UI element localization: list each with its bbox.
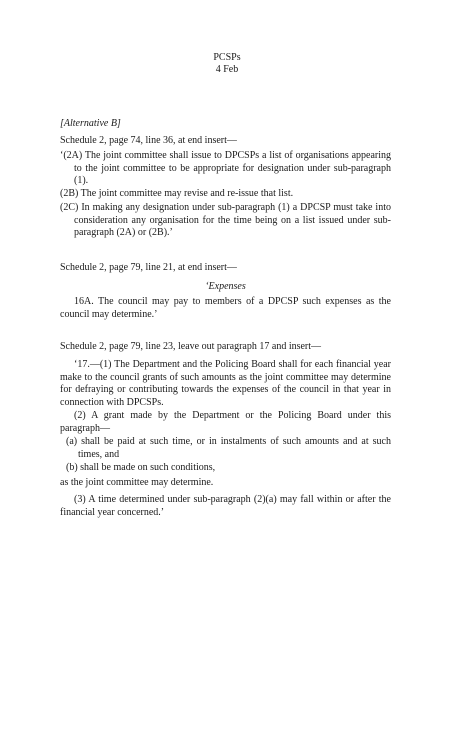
amendment-2-instruction: Schedule 2, page 79, line 21, at end insert— — [60, 262, 237, 273]
paragraph-17-2b: (b) shall be made on such conditions, — [66, 462, 216, 473]
running-date: 4 Feb — [215, 64, 239, 75]
paragraph-17-1: ‘17.—(1) The Department and the Policing Board shall for each financial year make to the council grants of such amounts as the joint committee may determine for defraying or contributing towards the expenses of the council in that year in connection with DPCSPs. — [60, 359, 391, 408]
paragraph-16a: 16A. The council may pay to members of a DPCSP such expenses as the council may determine.’ — [60, 296, 391, 320]
amendment-1-instruction: Schedule 2, page 74, line 36, at end insert— — [60, 135, 237, 146]
sub-paragraph-2c: (2C) In making any designation under sub-paragraph (1) a DPCSP must take into consideration any organisation for the time being on a list issued under sub-paragraph (2A) or (2B).’ — [60, 202, 391, 238]
sub-paragraph-2b: (2B) The joint committee may revise and re-issue that list. — [60, 188, 294, 199]
paragraph-17-3: (3) A time determined under sub-paragraph (2)(a) may fall within or after the financial year concerned.’ — [60, 494, 391, 518]
paragraph-17-2: (2) A grant made by the Department or the Policing Board under this paragraph— — [60, 410, 391, 434]
paragraph-17-2a: (a) shall be paid at such time, or in instalments of such amounts and at such times, and — [66, 436, 391, 460]
running-title: PCSPs — [213, 52, 241, 63]
sub-paragraph-2a: ‘(2A) The joint committee shall issue to DPCSPs a list of organisations appearing to the joint committee to be appropriate for designation under sub-paragraph (1). — [60, 150, 391, 186]
amendment-3-instruction: Schedule 2, page 79, line 23, leave out paragraph 17 and insert— — [60, 341, 322, 352]
paragraph-17-2-tail: as the joint committee may determine. — [60, 477, 214, 488]
alternative-heading: [Alternative B] — [60, 118, 121, 129]
expenses-heading: ‘Expenses — [205, 281, 246, 292]
